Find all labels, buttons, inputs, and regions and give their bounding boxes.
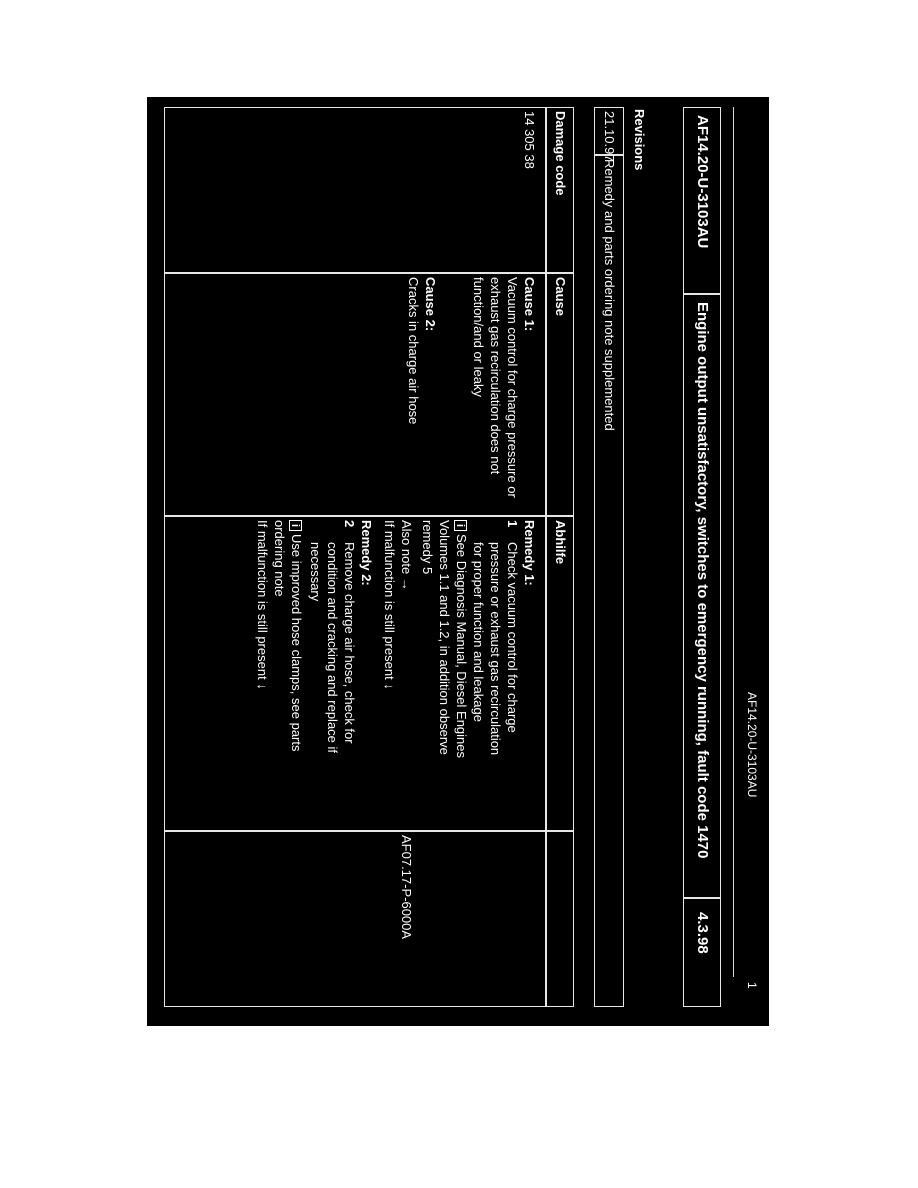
title-doc-code: AF14.20-U-3103AU [694,115,711,249]
header-page-number: 1 [745,982,759,989]
info-note-1 [454,520,469,758]
title-date: 4.3.98 [694,912,711,954]
cause-1-line-2: exhaust gas recirculation does not [488,277,503,475]
table-col-divider-3 [164,830,574,832]
damage-code-value: 14 305 38 [522,111,537,169]
cause-1-line-1: Vacuum control for charge pressure or [505,277,520,498]
revisions-label: Revisions [632,109,647,171]
info-icon: i [289,520,302,531]
title-divider-1 [683,293,721,295]
also-note-reference: AF07.17-P-6000A [399,835,414,940]
remedy-2-line-3: necessary [308,542,323,602]
cause-1-label: Cause 1: [522,277,537,332]
info-note-2 [289,520,304,751]
header-rule [733,107,734,977]
cause-2-label: Cause 2: [423,277,438,332]
table-col-divider-1 [164,272,574,274]
header-doc-ref: AF14.20-U-3103AU [745,692,759,798]
cause-2-text: Cracks in charge air hose [406,277,421,425]
info-1-line-2: Volumes 1.1 and 1.2, in addition observe [437,520,452,755]
scanned-page [147,97,769,1026]
col-header-remedy: Abhilfe [553,520,568,565]
remedy-2-line-1: Remove charge air hose, check for [342,542,357,744]
cause-1-line-3: function/and or leaky [471,277,486,397]
rotated-page [147,97,769,1026]
info-1-line-1: See Diagnosis Manual, Diesel Engines [454,534,469,759]
remedy-1-step-number: 1 [505,520,520,528]
page-title: Engine output unsatisfactory, switches to emergency running, fault code 1470 [694,302,711,859]
remedy-1-line-2: pressure or exhaust gas recirculation [488,542,503,756]
title-divider-2 [683,897,721,899]
revision-date: 21.10.97 [602,111,617,162]
info-1-line-3: remedy 5 [420,520,435,575]
info-2-line-2: ordering note [272,520,287,597]
info-icon: i [454,520,467,531]
table-col-divider-2 [164,515,574,517]
revision-note: Remedy and parts ordering note supplemented [602,159,617,431]
remedy-2-label: Remedy 2: [359,520,374,586]
also-note: Also note → [399,520,414,591]
col-header-cause: Cause [553,277,568,317]
remedy-2-step-number: 2 [342,520,357,528]
malfunction-note-2: If malfunction is still present ↓ [255,520,270,690]
col-header-damage-code: Damage code [553,111,568,196]
remedy-1-line-1: Check vacuum control for charge [505,542,520,733]
remedy-1-label: Remedy 1: [522,520,537,586]
table-header-rule [546,107,548,1007]
malfunction-note-1: If malfunction is still present ↓ [382,520,397,690]
remedy-1-line-3: for proper function and leakage [471,542,486,722]
remedy-2-line-2: condition and cracking and replace if [325,542,340,754]
info-2-line-1: Use improved hose clamps, see parts [289,534,304,752]
